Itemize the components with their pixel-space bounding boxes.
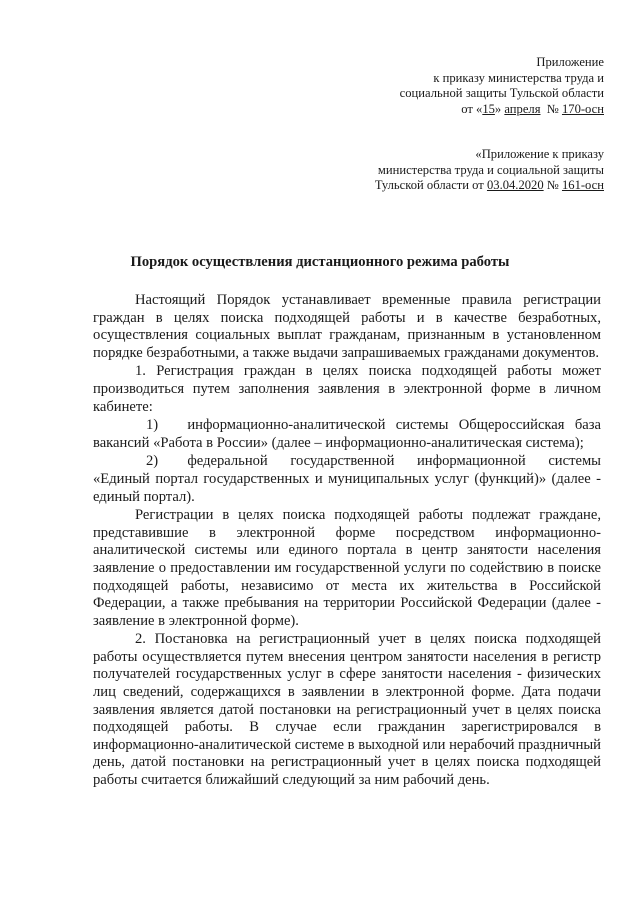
paragraph-registration: Регистрации в целях поиска подходящей работы подлежат граждане, представившие в электронной форме посредством информационно-аналитической системы или единого портала в центр занятости населения заявление о предоставлении им государственной услуги по содействию в поиске подходящей работы, независимо от места их жительства в Российской Федерации, а также пребывания на территории Российской Федерации (далее - заявление в электронной форме). [93, 507, 601, 629]
date-prefix: от « [461, 101, 483, 116]
list-item-1: 1) информационно-аналитической системы Общероссийская база вакансий «Работа в России» (далее – информационно-аналитическая система); [93, 417, 601, 451]
document-body [93, 292, 601, 791]
order-month: апреля [504, 101, 541, 116]
ministry-line: социальной защиты Тульской области [399, 86, 604, 100]
previous-order-date: 03.04.2020 [486, 178, 544, 192]
previous-appendix-header [375, 147, 604, 194]
previous-order-date-line [375, 178, 604, 194]
paragraph-intro: Настоящий Порядок устанавливает временные правила регистрации граждан в целях поиска подходящей работы и в качестве безработных, осуществления социальных выплат гражданам, признанным в установленном порядке безработными, а также выдачи запрашиваемых гражданами документов. [93, 292, 601, 361]
order-date-line [400, 102, 604, 118]
previous-ministry-line: министерства труда и социальной защиты [377, 162, 604, 177]
order-day: 15 [482, 101, 495, 116]
paragraph-2: 2. Постановка на регистрационный учет в целях поиска подходящей работы осуществляется путем внесения центром занятости населения в регистр получателей государственных услуг в сфере занятости населения - физических лиц сведений, содержащихся в заявлении в электронной форме. Дата подачи заявления является датой постановки на регистрационный учет в целях поиска подходящей работы. В случае если гражданин зарегистрировался в информационно-аналитической системе в выходной или нерабочий праздничный день, датой постановки на регистрационный учет в целях поиска подходящей работы считается ближайший следующий за ним рабочий день. [93, 631, 601, 789]
list-item-2: 2) федеральной государственной информационной системы «Единый портал государственных и муниципальных услуг (функций)» (далее - единый портал). [93, 453, 601, 505]
order-reference-line: к приказу министерства труда и [433, 70, 604, 85]
appendix-label: Приложение [536, 55, 604, 69]
date-mid: » [494, 101, 505, 116]
order-number: 170-осн [561, 101, 604, 116]
paragraph-1: 1. Регистрация граждан в целях поиска подходящей работы может производиться путем заполнения заявления в электронной форме в личном кабинете: [93, 363, 601, 415]
previous-order-number: 161-осн [561, 178, 604, 192]
previous-date-prefix: Тульской области от [374, 178, 487, 192]
appendix-header [400, 55, 604, 117]
document-title: Порядок осуществления дистанционного режима работы [130, 254, 510, 270]
previous-number-prefix: № [543, 178, 562, 192]
previous-appendix-label: «Приложение к приказу [475, 147, 604, 161]
number-prefix: № [540, 101, 562, 116]
